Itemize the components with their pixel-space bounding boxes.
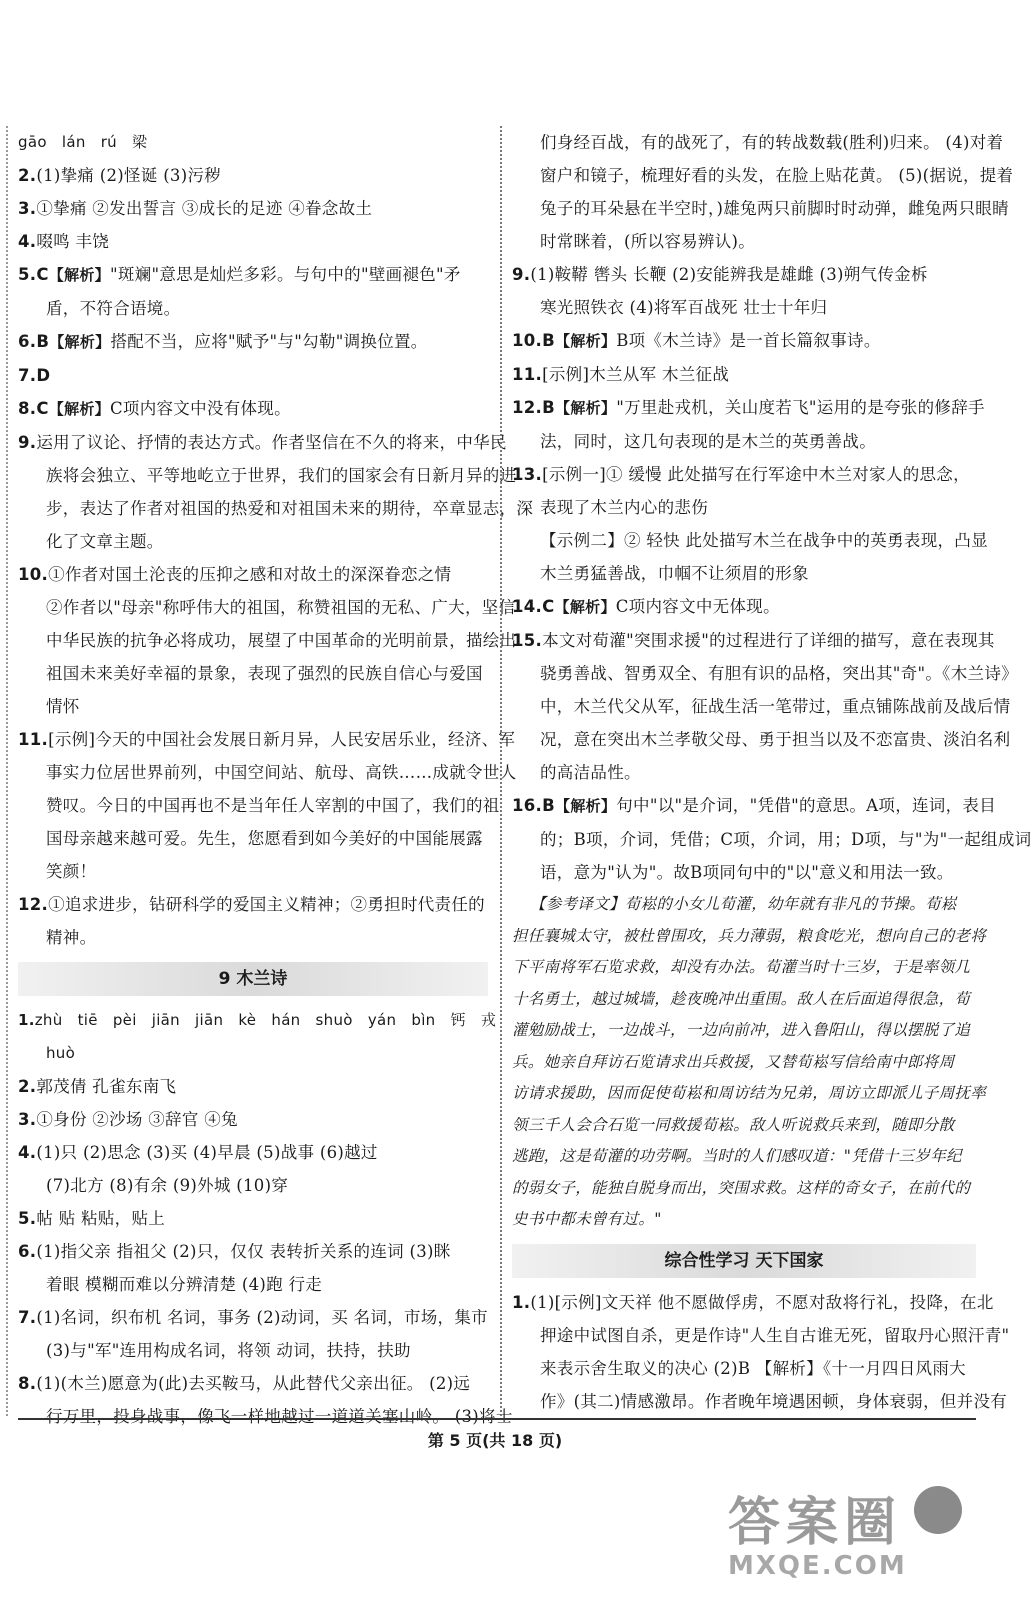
line-text: (1)鞍鞯 辔头 长鞭 (2)安能辨我是雄雌 (3)朔气传金柝 <box>530 265 928 284</box>
line-text: (1)挚痛 (2)怪诞 (3)污秽 <box>36 166 222 185</box>
answer-item <box>18 392 488 426</box>
line-text: 来表示舍生取义的决心 (2)B 【解析】《十一月四日风雨大 <box>540 1358 966 1378</box>
line-text: 族将会独立、平等地屹立于世界，我们的国家会有日新月异的进 <box>46 466 517 485</box>
line-text: 的；B项，介词，凭借；C项，介词，用；D项，与"为"一起组成词 <box>540 830 1031 849</box>
answer-line <box>18 789 500 822</box>
analysis-tag: 【解析】 <box>555 332 617 350</box>
item-number: 5.C <box>18 265 49 284</box>
line-text: zhù tiē pèi jiān jiān kè hán shuò yán bìn 钙 戎 <box>34 1011 497 1029</box>
answer-line <box>512 690 1011 723</box>
line-text: C项内容文中没有体现。 <box>109 399 291 418</box>
line-text: 骁勇善战、智勇双全、有胆有识的品格，突出其"奇"。《木兰诗》 <box>540 664 1018 683</box>
line-text: 表现了木兰内心的悲伤 <box>540 498 708 517</box>
answer-item <box>18 325 488 359</box>
line-text: 行万里，投身战事，像飞一样地越过一道道关塞山岭。 (3)将士 <box>46 1407 513 1426</box>
line-text: "斑斓"意思是灿烂多彩。与句中的"壁画褪色"矛 <box>109 265 461 284</box>
answer-line <box>512 291 976 324</box>
item-number: 16.B <box>512 796 556 815</box>
line-text: 事实力位居世界前列，中国空间站、航母、高铁……成就令世人 <box>46 763 517 782</box>
answer-item <box>18 1004 497 1037</box>
answer-item <box>512 258 976 291</box>
item-number: 12. <box>18 895 49 914</box>
answer-line <box>18 756 517 789</box>
answer-item <box>18 225 488 258</box>
line-text: 兔子的耳朵悬在半空时，)雄兔两只前脚时时动弹，雌兔两只眼睛 <box>540 199 1009 218</box>
item-number: 9. <box>18 433 37 452</box>
item-number: 7.D <box>18 366 51 385</box>
answer-item <box>512 358 976 391</box>
line-text: 的高洁品性。 <box>540 763 641 782</box>
answer-line <box>18 459 517 492</box>
line-text: C项内容文中无体现。 <box>615 597 780 616</box>
item-number: 4. <box>18 1143 37 1162</box>
line-text: 法，同时，这几句表现的是木兰的英勇善战。 <box>540 432 876 451</box>
line-text: 情怀 <box>46 697 80 716</box>
line-text: [示例]今天的中国社会发展日新月异，人民安居乐业，经济、军 <box>48 730 516 749</box>
answer-item <box>18 558 488 591</box>
watermark-seal-icon <box>914 1486 962 1534</box>
item-number: 6.B <box>18 332 50 351</box>
item-number: 3. <box>18 199 37 218</box>
answer-line <box>18 1334 488 1367</box>
item-number: 1. <box>512 1292 531 1312</box>
analysis-tag: 【解析】 <box>554 598 616 616</box>
answer-line <box>18 855 488 888</box>
answer-item <box>512 458 976 491</box>
answer-line <box>512 557 976 590</box>
line-text: (1)名词，织布机 名词，事务 (2)动词，买 名词，市场，集市 <box>36 1308 488 1327</box>
line-text: 本文对荀灌"突围求援"的过程进行了详细的描写，意在表现其 <box>542 631 995 650</box>
item-number: 5. <box>18 1209 37 1228</box>
item-number: 10. <box>18 565 49 584</box>
answer-line <box>512 856 976 889</box>
answer-line <box>512 524 988 557</box>
translation-line: 逃跑，这是荀灌的功劳啊。当时的人们感叹道："凭借十三岁年纪 <box>512 1147 962 1165</box>
line-text: 着眼 模糊而难以分辨清楚 (4)跑 行走 <box>46 1275 323 1294</box>
item-number: 12.B <box>512 398 556 417</box>
translation-line: 访请求援助，因而促使荀崧和周访结为兄弟，周访立即派儿子周抚率 <box>512 1084 987 1102</box>
line-text: 押途中试图自杀，更是作诗"人生自古谁无死，留取丹心照汗青" <box>540 1325 1010 1345</box>
watermark-url: MXQE.COM <box>728 1551 907 1581</box>
line-text: 搭配不当，应将"赋予"与"勾勒"调换位置。 <box>110 332 428 351</box>
section-title: 9 木兰诗 <box>18 962 488 996</box>
answer-item <box>512 1286 994 1319</box>
answer-line <box>18 1169 488 1202</box>
answer-line <box>18 657 488 690</box>
translation-line: 下平南将军石览求救，却没有办法。荀灌当时十三岁，于是率领几 <box>512 958 971 976</box>
item-number: 9. <box>512 265 531 284</box>
line-text: B项《木兰诗》是一首长篇叙事诗。 <box>616 331 881 350</box>
translation-line: 的弱女子，能独自脱身而出，突围求救。这样的奇女子，在前代的 <box>512 1178 971 1197</box>
answer-line <box>18 525 488 558</box>
answer-item <box>18 426 507 459</box>
watermark-logo <box>728 1480 968 1580</box>
line-text: 木兰勇猛善战，巾帼不让须眉的形象 <box>540 564 809 583</box>
line-text: 化了文章主题。 <box>46 532 164 551</box>
answer-line <box>512 159 1014 192</box>
line-text: 中，木兰代父从军，征战生活一笔带过，重点铺陈战前及战后情 <box>540 697 1011 716</box>
answer-item <box>512 789 996 823</box>
answer-line <box>512 657 1018 690</box>
answer-item <box>18 258 488 292</box>
line-text: 况，意在突出木兰孝敬父母、勇于担当以及不恋富贵、淡泊名利 <box>540 730 1011 749</box>
answer-item <box>18 1070 488 1103</box>
translation-line: 十名勇士，越过城墙，趁夜晚冲出重围。敌人在后面追得很急，荀 <box>512 989 971 1008</box>
item-number: 15. <box>512 631 543 650</box>
line-text: ①身份 ②沙场 ③辞官 ④兔 <box>36 1110 238 1129</box>
answer-line <box>18 822 488 855</box>
line-text: 运用了议论、抒情的表达方式。作者坚信在不久的将来，中华民 <box>36 433 507 452</box>
analysis-tag: 【解析】 <box>48 400 110 418</box>
answer-line <box>18 1037 488 1070</box>
line-text: ②作者以"母亲"称呼伟大的祖国，称赞祖国的无私、广大，坚信 <box>46 598 516 617</box>
section-title: 综合性学习 天下国家 <box>512 1244 976 1278</box>
item-number: 10.B <box>512 331 556 350</box>
line-text: 【示例二】② 轻快 此处描写木兰在战争中的英勇表现，凸显 <box>540 531 988 550</box>
translation-line: 领三千人会合石览一同救援荀崧。敌人听说救兵来到，随即分散 <box>512 1115 955 1134</box>
line-text: (1)指父亲 指祖父 (2)只，仅仅 表转折关系的连词 (3)眯 <box>36 1242 451 1261</box>
line-text: 中华民族的抗争必将成功，展望了中国革命的光明前景，描绘出 <box>46 631 517 650</box>
answer-item <box>18 159 488 192</box>
line-text: "万里赴戎机，关山度若飞"运用的是夸张的修辞手 <box>616 398 985 417</box>
line-text: ①挚痛 ②发出誓言 ③成长的足迹 ④眷念故土 <box>36 199 373 218</box>
answer-line <box>512 425 976 458</box>
answer-line <box>512 225 976 258</box>
analysis-tag: 【解析】 <box>48 266 110 284</box>
line-text: ①追求进步，钻研科学的爱国主义精神；②勇担时代责任的 <box>48 895 485 914</box>
answer-line <box>18 126 488 159</box>
item-number: 6. <box>18 1242 37 1261</box>
item-number: 14.C <box>512 597 555 616</box>
answer-item <box>512 391 985 425</box>
answer-item <box>512 624 995 657</box>
analysis-tag: 【解析】 <box>555 797 617 815</box>
item-number: 11. <box>18 730 49 749</box>
line-text: 语，意为"认为"。故B项同句中的"以"意义和用法一致。 <box>540 863 954 882</box>
translation-line: 史书中都未曾有过。" <box>512 1210 662 1228</box>
line-text: 们身经百战，有的战死了，有的转战数载(胜利)归来。 (4)对着 <box>540 133 1004 152</box>
answer-line <box>512 1385 1008 1418</box>
column-divider <box>500 126 502 1416</box>
line-text: 窗户和镜子，梳理好看的头发，在脸上贴花黄。 (5)(据说，提着 <box>540 166 1014 185</box>
answer-line <box>18 690 488 723</box>
answer-line <box>512 126 1004 159</box>
answer-item <box>18 1301 488 1334</box>
item-number: 2. <box>18 1077 37 1096</box>
line-text: 盾，不符合语境。 <box>46 299 181 318</box>
page-footer: 第 5 页(共 18 页) <box>427 1431 563 1450</box>
item-number: 11. <box>512 365 543 384</box>
answer-item <box>18 723 516 756</box>
answer-line <box>512 192 1009 225</box>
answer-line <box>18 1268 488 1301</box>
right-column <box>512 126 1031 1416</box>
line-text: 精神。 <box>46 928 97 947</box>
line-text: 步，表达了作者对祖国的热爱和对祖国未来的期待，卒章显志，深 <box>46 499 534 518</box>
line-text: [示例]木兰从军 木兰征战 <box>542 365 730 384</box>
answer-item <box>18 192 488 225</box>
answer-line <box>512 1319 1010 1352</box>
line-text: 句中"以"是介词，"凭借"的意思。A项，连词，表目 <box>616 796 996 815</box>
item-number: 4. <box>18 232 37 251</box>
answer-item <box>512 324 976 358</box>
answer-item <box>18 1136 488 1169</box>
answer-line <box>18 624 517 657</box>
line-text: huò <box>46 1044 76 1062</box>
answer-line <box>512 1352 976 1385</box>
line-text: (7)北方 (8)有余 (9)外城 (10)穿 <box>46 1176 289 1195</box>
answer-item <box>18 1103 488 1136</box>
line-text: 帖 贴 粘贴，贴上 <box>36 1209 166 1228</box>
answer-line <box>512 756 976 789</box>
line-text: gāo lán rú 梁 <box>18 133 148 151</box>
item-number: 7. <box>18 1308 37 1327</box>
line-text: 郭茂倩 孔雀东南飞 <box>36 1077 177 1096</box>
answer-line <box>18 492 534 525</box>
line-text: (3)与"军"连用构成名词，将领 动词，扶持，扶助 <box>46 1341 411 1360</box>
translation-line: 【参考译文】荀崧的小女儿荀灌，幼年就有非凡的节操。荀崧 <box>530 895 957 913</box>
item-number: 2. <box>18 166 37 185</box>
line-text: 啜鸣 丰饶 <box>36 232 110 251</box>
analysis-tag: 【解析】 <box>555 399 617 417</box>
item-number: 1. <box>18 1011 35 1029</box>
answer-line <box>512 491 976 524</box>
item-number: 8. <box>18 1374 37 1393</box>
line-text: 笑颜！ <box>46 862 97 881</box>
analysis-tag: 【解析】 <box>49 333 111 351</box>
answer-line <box>512 823 1031 856</box>
answer-item <box>18 359 488 392</box>
translation-line: 灌勉励战士，一边战斗，一边向前冲，进入鲁阳山，得以摆脱了追 <box>512 1021 971 1039</box>
line-text: 作》(其二)情感激昂。作者晚年境遇困顿，身体衰弱，但并没有 <box>540 1391 1008 1411</box>
answer-item <box>18 1367 488 1400</box>
line-text: (1)(木兰)愿意为(此)去买鞍马，从此替代父亲出征。 (2)远 <box>36 1374 471 1393</box>
item-number: 8.C <box>18 399 49 418</box>
watermark-text: 答案圈 <box>728 1493 903 1553</box>
answer-line <box>18 591 516 624</box>
line-text: ①作者对国土沦丧的压抑之感和对故土的深深眷恋之情 <box>48 565 452 584</box>
answer-line <box>512 723 1011 756</box>
left-dotted-border <box>6 126 8 1416</box>
translation-line: 兵。她亲自拜访石览请求出兵救援，又替荀崧写信给南中郎将周 <box>512 1052 955 1071</box>
answer-item <box>18 1235 488 1268</box>
answer-line <box>18 292 488 325</box>
line-text: 时常眯着，(所以容易辨认)。 <box>540 232 756 251</box>
item-number: 13. <box>512 465 543 484</box>
line-text: [示例一]① 缓慢 此处描写在行军途中木兰对家人的思念， <box>542 465 970 484</box>
answer-item <box>18 1202 488 1235</box>
item-number: 3. <box>18 1110 37 1129</box>
footer-rule <box>18 1418 976 1420</box>
line-text: (1)只 (2)思念 (3)买 (4)早晨 (5)战事 (6)越过 <box>36 1143 378 1162</box>
line-text: 国母亲越来越可爱。先生，您愿看到如今美好的中国能展露 <box>46 829 483 848</box>
answer-item <box>512 590 976 624</box>
answer-line <box>18 921 488 954</box>
line-text: 赞叹。今日的中国再也不是当年任人宰割的中国了，我们的祖 <box>46 796 500 815</box>
line-text: (1)[示例]文天祥 他不愿做俘虏，不愿对敌将行礼，投降，在北 <box>530 1292 994 1312</box>
answer-item <box>18 888 488 921</box>
line-text: 祖国未来美好幸福的景象，表现了强烈的民族自信心与爱国 <box>46 664 483 683</box>
line-text: 寒光照铁衣 (4)将军百战死 壮士十年归 <box>540 298 828 317</box>
translation-line: 担任襄城太守，被杜曾围攻，兵力薄弱，粮食吃光，想向自己的老将 <box>512 926 987 945</box>
